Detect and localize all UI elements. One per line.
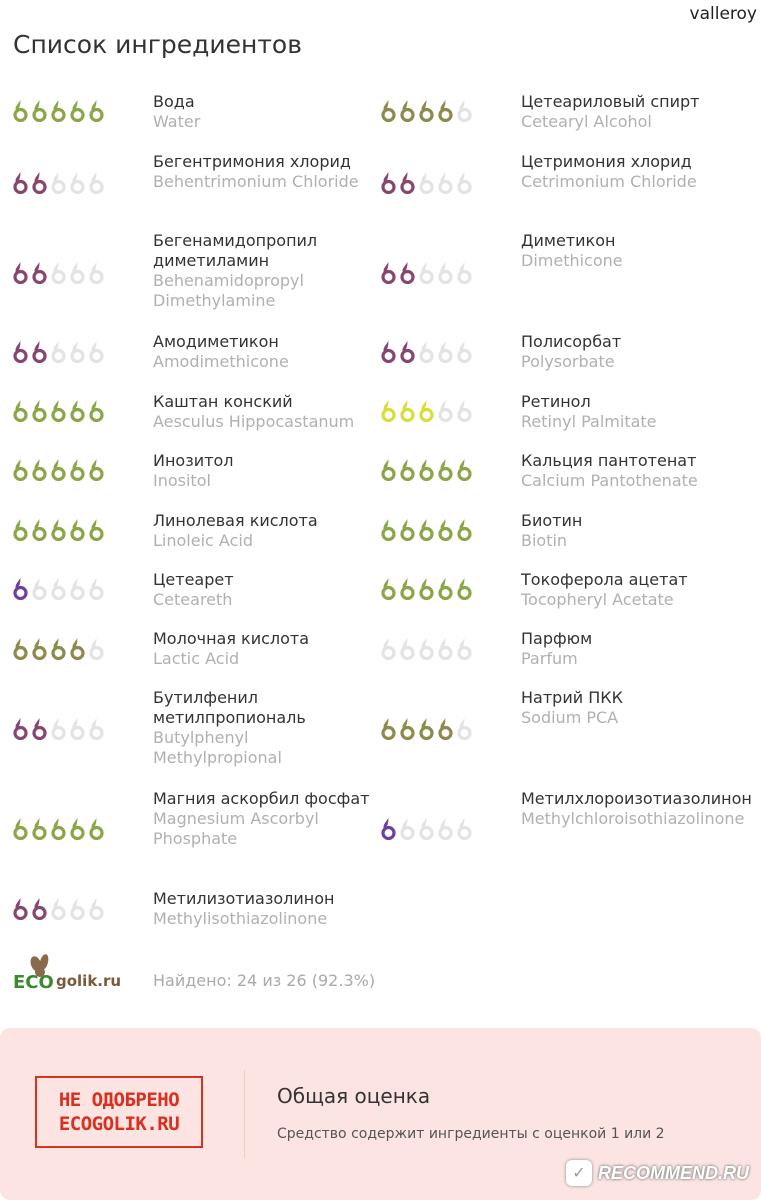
ingredient-name-ru: Токоферола ацетат: [521, 570, 688, 589]
rating-drop-icon: [380, 458, 397, 481]
ingredient-name-en: Sodium PCA: [521, 708, 619, 727]
ingredient-rating: [12, 817, 105, 840]
rating-drop-icon: [31, 340, 48, 363]
ingredient-rating: [380, 458, 473, 481]
ingredient-name-ru: Диметикон: [521, 231, 616, 250]
rating-drop-icon: [399, 458, 416, 481]
ingredient-names: [521, 629, 761, 669]
rating-drop-icon: [69, 458, 86, 481]
ingredient-names: [521, 392, 761, 432]
ingredient-name-en: Cetearyl Alcohol: [521, 112, 652, 131]
rating-drop-icon: [456, 399, 473, 422]
rating-drop-icon: [12, 577, 29, 600]
rating-drop-icon: [418, 458, 435, 481]
rating-drop-icon: [380, 340, 397, 363]
rating-drop-icon: [380, 637, 397, 660]
not-approved-stamp: [35, 1076, 203, 1148]
rating-drop-icon: [399, 171, 416, 194]
watermark-username: valleroy: [689, 4, 757, 24]
rating-drop-icon: [69, 261, 86, 284]
ingredient-name-en: Aesculus Hippocastanum: [153, 412, 355, 431]
rating-drop-icon: [12, 458, 29, 481]
ingredient-rating: [12, 577, 105, 600]
rating-drop-icon: [31, 717, 48, 740]
logo-golik-text: golik.ru: [56, 972, 122, 990]
rating-drop-icon: [399, 99, 416, 122]
ingredient-names: [153, 629, 378, 669]
rating-drop-icon: [69, 817, 86, 840]
rating-drop-icon: [437, 518, 454, 541]
rating-drop-icon: [50, 717, 67, 740]
rating-drop-icon: [418, 717, 435, 740]
rating-drop-icon: [418, 340, 435, 363]
rating-drop-icon: [88, 577, 105, 600]
rating-drop-icon: [437, 261, 454, 284]
ingredient-names: [153, 392, 378, 432]
ingredient-name-ru: Цетеарет: [153, 570, 234, 589]
rating-drop-icon: [69, 171, 86, 194]
ingredient-name-en: Inositol: [153, 471, 211, 490]
rating-drop-icon: [50, 518, 67, 541]
ingredient-name-ru: Бутилфенил метилпропиональ: [153, 688, 306, 727]
rating-drop-icon: [399, 717, 416, 740]
rating-drop-icon: [69, 717, 86, 740]
ingredient-rating: [380, 171, 473, 194]
rating-drop-icon: [50, 261, 67, 284]
rating-drop-icon: [12, 340, 29, 363]
rating-drop-icon: [456, 817, 473, 840]
ingredient-names: [521, 231, 761, 271]
ingredient-rating: [380, 717, 473, 740]
rating-drop-icon: [399, 261, 416, 284]
rating-drop-icon: [12, 171, 29, 194]
ingredient-names: [153, 688, 378, 768]
rating-drop-icon: [456, 518, 473, 541]
rating-drop-icon: [88, 458, 105, 481]
logo-eco-text: ECO: [13, 972, 54, 992]
recommend-logo-icon: ✓: [566, 1160, 592, 1186]
ingredient-name-ru: Парфюм: [521, 629, 593, 648]
ingredient-name-ru: Каштан конский: [153, 392, 293, 411]
ingredient-name-ru: Ретинол: [521, 392, 591, 411]
rating-drop-icon: [380, 399, 397, 422]
ingredient-name-ru: Цетримония хлорид: [521, 152, 692, 171]
rating-drop-icon: [88, 518, 105, 541]
rating-drop-icon: [418, 817, 435, 840]
rating-drop-icon: [31, 458, 48, 481]
ingredient-name-en: Retinyl Palmitate: [521, 412, 657, 431]
rating-drop-icon: [437, 717, 454, 740]
rating-drop-icon: [50, 577, 67, 600]
ingredient-names: [521, 789, 761, 829]
rating-drop-icon: [31, 637, 48, 660]
rating-drop-icon: [69, 518, 86, 541]
ingredient-rating: [380, 518, 473, 541]
rating-drop-icon: [437, 637, 454, 660]
rating-drop-icon: [31, 171, 48, 194]
ingredient-rating: [12, 458, 105, 481]
ingredient-names: [153, 511, 378, 551]
rating-drop-icon: [12, 897, 29, 920]
rating-drop-icon: [456, 99, 473, 122]
ingredient-rating: [380, 817, 473, 840]
rating-drop-icon: [380, 577, 397, 600]
ingredient-name-en: Dimethicone: [521, 251, 623, 270]
ingredient-name-ru: Натрий ПКК: [521, 688, 623, 707]
rating-drop-icon: [380, 99, 397, 122]
ingredient-name-ru: Инозитол: [153, 451, 234, 470]
rating-drop-icon: [456, 340, 473, 363]
verdict-divider: [244, 1070, 245, 1158]
ingredient-names: [521, 92, 761, 132]
ingredient-rating: [12, 340, 105, 363]
rating-drop-icon: [399, 399, 416, 422]
ingredient-names: [153, 92, 378, 132]
rating-drop-icon: [456, 637, 473, 660]
ingredient-rating: [12, 717, 105, 740]
ingredient-name-ru: Цетеариловый спирт: [521, 92, 700, 111]
rating-drop-icon: [12, 817, 29, 840]
ingredient-names: [521, 688, 761, 728]
rating-drop-icon: [12, 99, 29, 122]
rating-drop-icon: [437, 458, 454, 481]
ingredient-rating: [12, 399, 105, 422]
rating-drop-icon: [418, 171, 435, 194]
rating-drop-icon: [456, 717, 473, 740]
rating-drop-icon: [88, 99, 105, 122]
rating-drop-icon: [12, 637, 29, 660]
ingredient-rating: [12, 99, 105, 122]
rating-drop-icon: [380, 518, 397, 541]
rating-drop-icon: [50, 458, 67, 481]
rating-drop-icon: [399, 577, 416, 600]
rating-drop-icon: [399, 817, 416, 840]
ingredient-name-en: Butylphenyl Methylpropional: [153, 728, 282, 767]
ingredient-rating: [380, 577, 473, 600]
ingredient-name-ru: Бегентримония хлорид: [153, 152, 351, 171]
ingredient-name-en: Biotin: [521, 531, 568, 550]
verdict-card: [0, 1028, 761, 1200]
rating-drop-icon: [88, 399, 105, 422]
rating-drop-icon: [88, 817, 105, 840]
rating-drop-icon: [88, 340, 105, 363]
rating-drop-icon: [456, 577, 473, 600]
rating-drop-icon: [50, 897, 67, 920]
ingredient-name-ru: Биотин: [521, 511, 583, 530]
ingredient-name-en: Ceteareth: [153, 590, 233, 609]
rating-drop-icon: [69, 399, 86, 422]
rating-drop-icon: [31, 577, 48, 600]
rating-drop-icon: [380, 261, 397, 284]
rating-drop-icon: [380, 817, 397, 840]
rating-drop-icon: [437, 340, 454, 363]
rating-drop-icon: [399, 637, 416, 660]
rating-drop-icon: [50, 340, 67, 363]
rating-drop-icon: [31, 99, 48, 122]
rating-drop-icon: [31, 897, 48, 920]
rating-drop-icon: [418, 518, 435, 541]
rating-drop-icon: [12, 399, 29, 422]
ingredient-name-en: Polysorbate: [521, 352, 615, 371]
rating-drop-icon: [50, 99, 67, 122]
rating-drop-icon: [31, 518, 48, 541]
rating-drop-icon: [12, 717, 29, 740]
rating-drop-icon: [88, 637, 105, 660]
recommend-watermark: [566, 1160, 749, 1186]
ingredient-names: [521, 570, 761, 610]
rating-drop-icon: [31, 817, 48, 840]
ingredient-rating: [380, 637, 473, 660]
rating-drop-icon: [88, 261, 105, 284]
ingredient-names: [521, 152, 761, 192]
ingredient-names: [521, 511, 761, 551]
recommend-watermark-text: RECOMMEND.RU: [598, 1162, 749, 1183]
ingredient-names: [521, 451, 761, 491]
ingredient-names: [153, 889, 378, 929]
ingredient-name-ru: Молочная кислота: [153, 629, 310, 648]
ingredient-name-en: Linoleic Acid: [153, 531, 253, 550]
ingredient-names: [153, 152, 378, 192]
rating-drop-icon: [418, 261, 435, 284]
ingredient-rating: [12, 518, 105, 541]
ingredient-name-en: Calcium Pantothenate: [521, 471, 698, 490]
ingredient-name-ru: Бегенамидопропил диметиламин: [153, 231, 318, 270]
ingredient-names: [521, 332, 761, 372]
rating-drop-icon: [69, 897, 86, 920]
rating-drop-icon: [437, 817, 454, 840]
ingredient-name-en: Methylchloroisothiazolinone: [521, 809, 745, 828]
rating-drop-icon: [88, 717, 105, 740]
rating-drop-icon: [50, 637, 67, 660]
ingredient-names: [153, 570, 378, 610]
ingredient-names: [153, 789, 378, 849]
rating-drop-icon: [456, 171, 473, 194]
ingredient-name-en: Tocopheryl Acetate: [521, 590, 674, 609]
ingredient-name-ru: Метилизотиазолинон: [153, 889, 335, 908]
stamp-line-2: ECOGOLIK.RU: [58, 1113, 180, 1135]
ingredient-name-en: Cetrimonium Chloride: [521, 172, 697, 191]
ingredient-name-en: Methylisothiazolinone: [153, 909, 328, 928]
ingredient-name-en: Magnesium Ascorbyl Phosphate: [153, 809, 319, 848]
rating-drop-icon: [437, 577, 454, 600]
rating-drop-icon: [437, 171, 454, 194]
rating-drop-icon: [399, 340, 416, 363]
rating-drop-icon: [456, 458, 473, 481]
ingredient-name-en: Water: [153, 112, 201, 131]
rating-drop-icon: [50, 817, 67, 840]
ingredient-name-ru: Вода: [153, 92, 195, 111]
ingredient-name-ru: Полисорбат: [521, 332, 622, 351]
rating-drop-icon: [418, 399, 435, 422]
rating-drop-icon: [456, 261, 473, 284]
ingredient-rating: [380, 340, 473, 363]
rating-drop-icon: [50, 171, 67, 194]
rating-drop-icon: [437, 399, 454, 422]
found-summary: Найдено: 24 из 26 (92.3%): [153, 971, 376, 990]
rating-drop-icon: [12, 518, 29, 541]
ingredient-name-en: Behentrimonium Chloride: [153, 172, 359, 191]
ingredient-name-ru: Амодиметикон: [153, 332, 279, 351]
ingredient-name-ru: Кальция пантотенат: [521, 451, 697, 470]
ingredient-name-en: Parfum: [521, 649, 578, 668]
ingredient-rating: [380, 99, 473, 122]
rating-drop-icon: [88, 897, 105, 920]
ingredient-name-en: Amodimethicone: [153, 352, 289, 371]
rating-drop-icon: [380, 171, 397, 194]
page-title: Список ингредиентов: [13, 30, 302, 59]
rating-drop-icon: [418, 99, 435, 122]
ecogolik-logo[interactable]: [12, 950, 134, 992]
ingredient-rating: [12, 261, 105, 284]
rating-drop-icon: [50, 399, 67, 422]
rating-drop-icon: [31, 261, 48, 284]
rating-drop-icon: [69, 340, 86, 363]
rating-drop-icon: [437, 99, 454, 122]
ingredient-name-en: Lactic Acid: [153, 649, 240, 668]
stamp-line-1: НЕ ОДОБРЕНО: [58, 1089, 180, 1111]
ingredient-rating: [12, 637, 105, 660]
rating-drop-icon: [69, 99, 86, 122]
rating-drop-icon: [418, 577, 435, 600]
rating-drop-icon: [380, 717, 397, 740]
rating-drop-icon: [399, 518, 416, 541]
rating-drop-icon: [418, 637, 435, 660]
rating-drop-icon: [69, 637, 86, 660]
ingredient-name-ru: Линолевая кислота: [153, 511, 318, 530]
ingredient-rating: [12, 171, 105, 194]
verdict-title: Общая оценка: [277, 1084, 431, 1108]
rating-drop-icon: [69, 577, 86, 600]
ingredient-name-ru: Магния аскорбил фосфат: [153, 789, 370, 808]
ingredient-names: [153, 231, 378, 311]
ingredient-name-en: Behenamidopropyl Dimethylamine: [153, 271, 304, 310]
rating-drop-icon: [31, 399, 48, 422]
rating-drop-icon: [88, 171, 105, 194]
rating-drop-icon: [12, 261, 29, 284]
ingredient-rating: [12, 897, 105, 920]
verdict-text: Средство содержит ингредиенты с оценкой 1 или 2: [277, 1126, 665, 1142]
ingredient-names: [153, 451, 378, 491]
ingredient-rating: [380, 261, 473, 284]
ingredient-names: [153, 332, 378, 372]
ingredient-name-ru: Метилхлороизотиазолинон: [521, 789, 752, 808]
ingredient-rating: [380, 399, 473, 422]
